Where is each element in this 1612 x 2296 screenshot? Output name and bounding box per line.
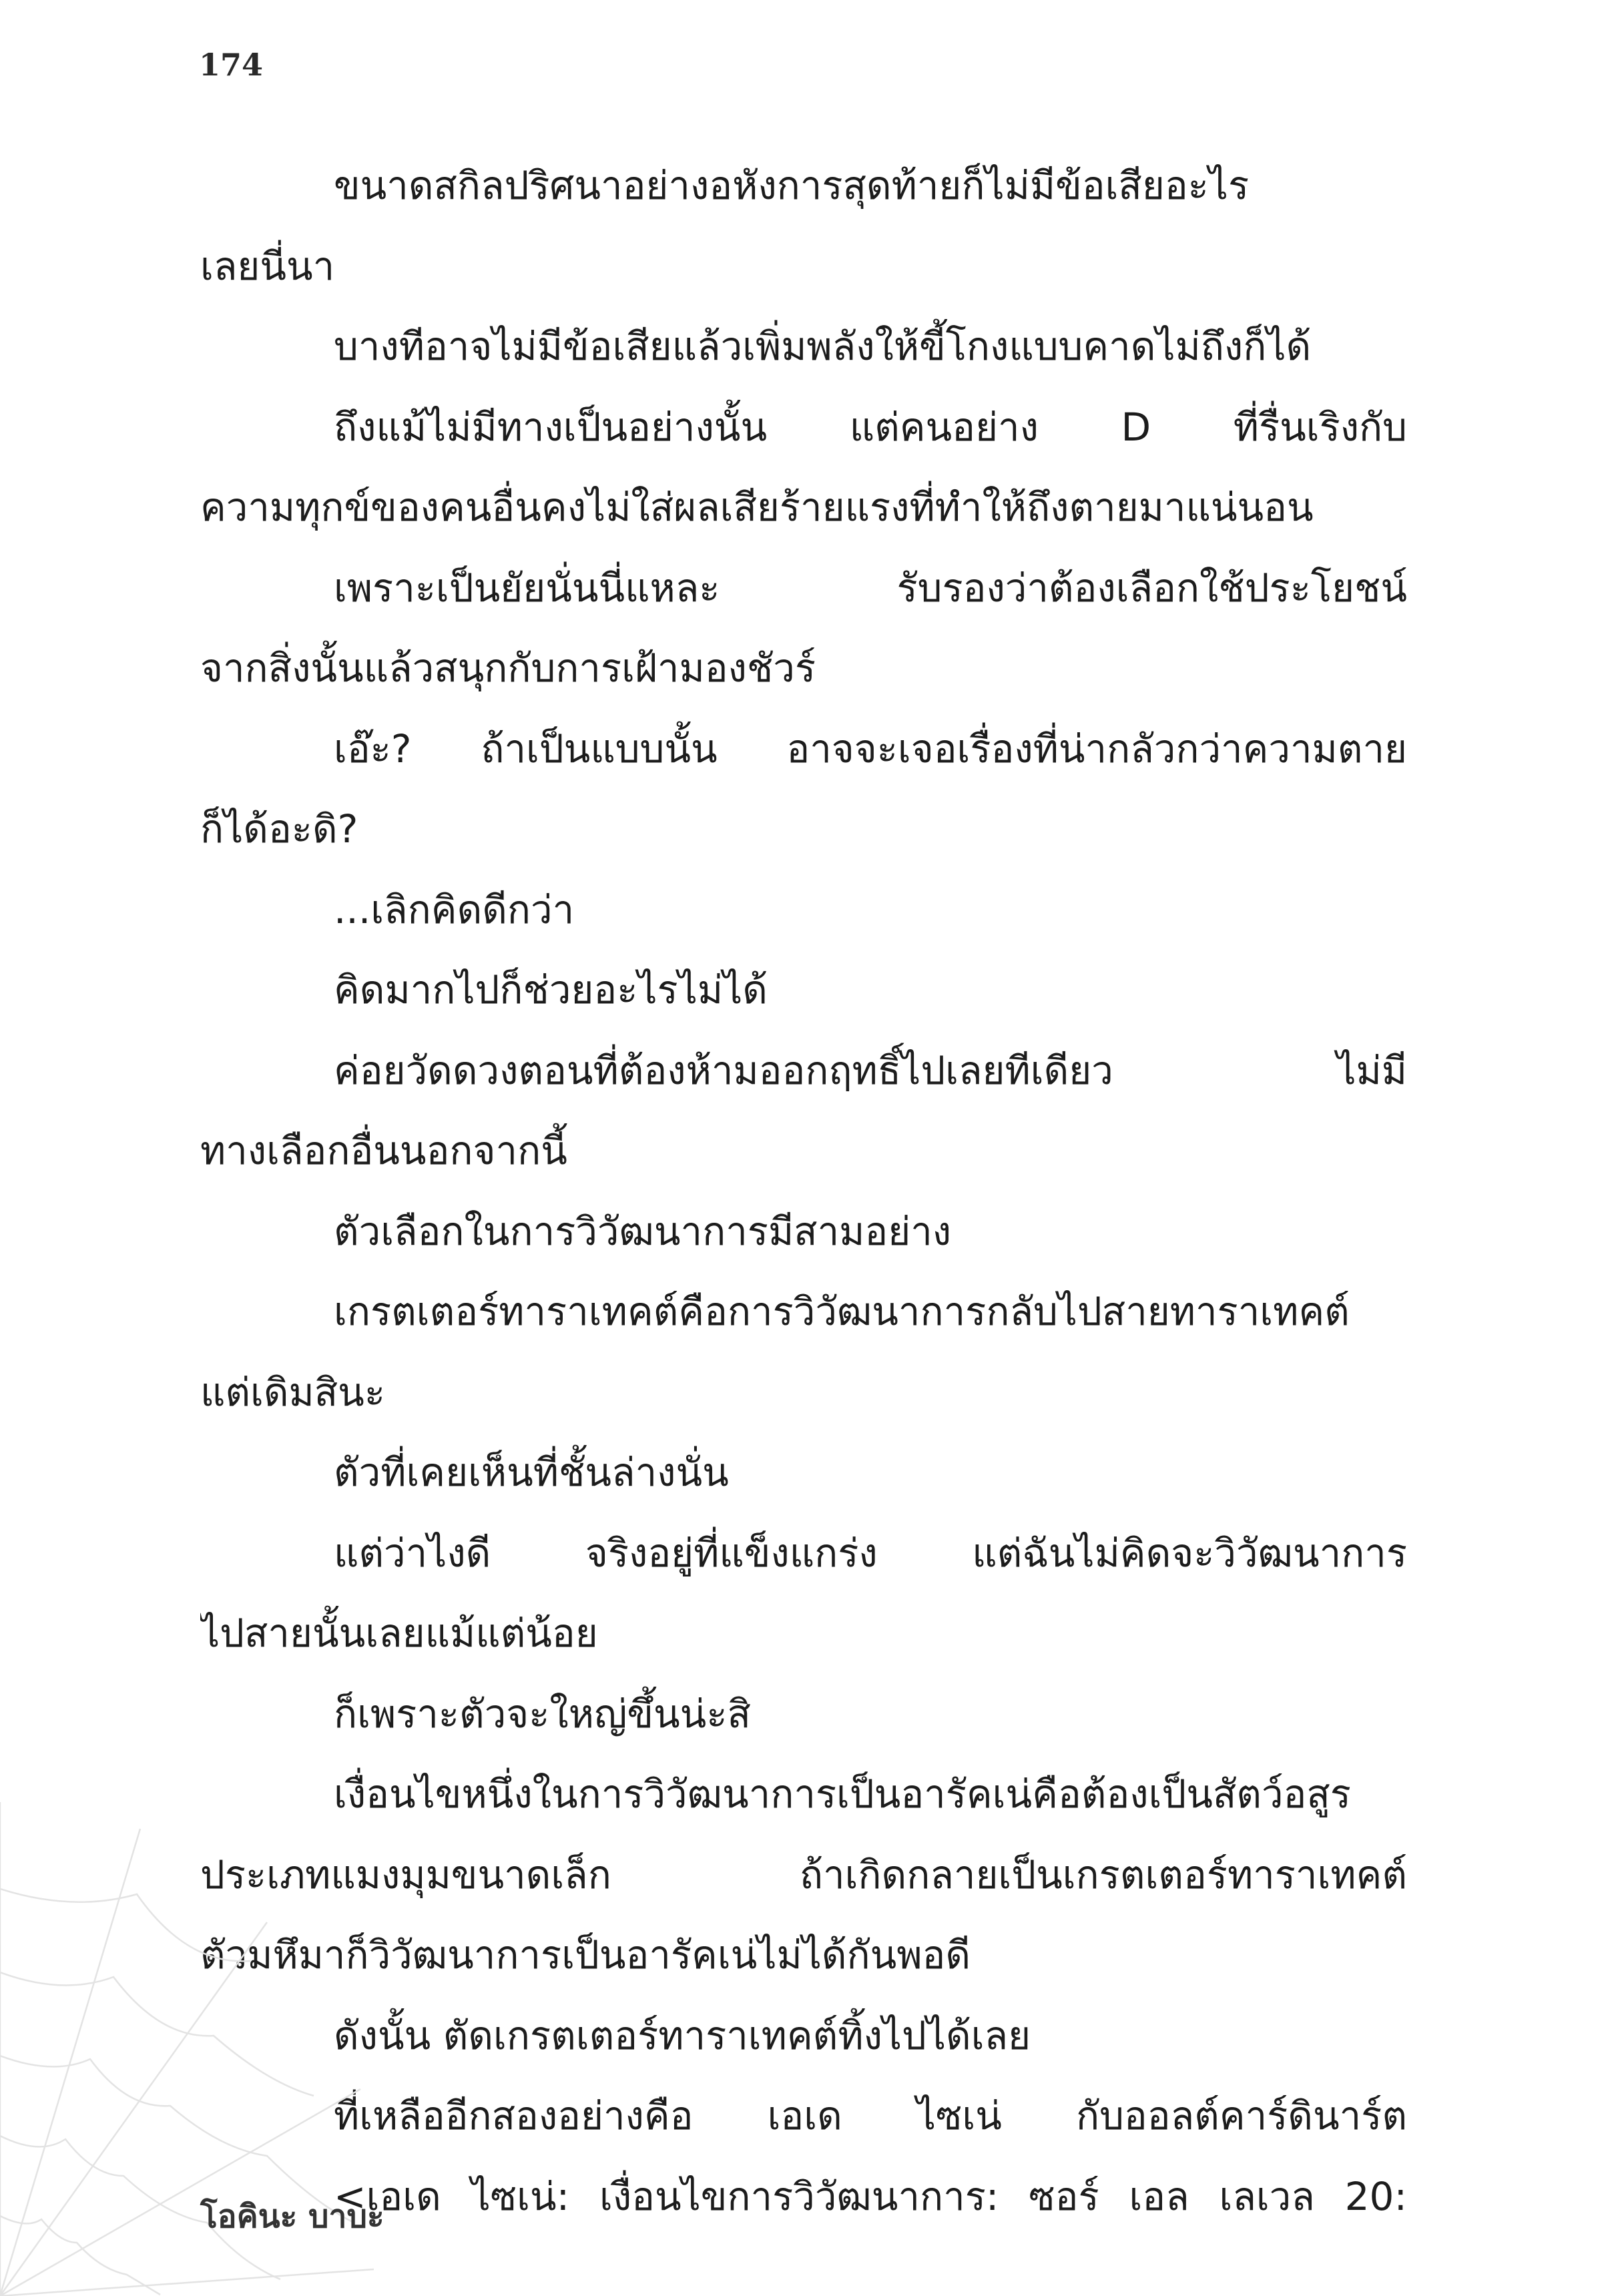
text-line: ไปสายนั้นเลยแม้แต่น้อย (200, 1611, 598, 1656)
text-line: เกรตเตอร์ทาราเทคต์คือการวิวัฒนาการกลับไปสายทาราเทคต์ (334, 1289, 1350, 1334)
text-line: ตัวมหึมาก็วิวัฒนาการเป็นอารัคเน่ไม่ได้กันพอดี (200, 1932, 971, 1978)
text-line: ตัวที่เคยเห็นที่ชั้นล่างนั่น (334, 1450, 729, 1495)
text-line: แต่ว่าไงดี จริงอยู่ที่แข็งแกร่ง แต่ฉันไม่คิดจะวิวัฒนาการ (334, 1530, 1407, 1576)
footer-author-name: โอคินะ บาบะ (200, 2198, 384, 2235)
text-line: ทางเลือกอื่นนอกจากนี้ (200, 1128, 567, 1173)
text-line: คิดมากไปก็ช่วยอะไรไม่ได้ (334, 967, 768, 1013)
text-line: ประเภทแมงมุมขนาดเล็ก ถ้าเกิดกลายเป็นเกรตเตอร์ทาราเทคต์ (200, 1851, 1407, 1898)
text-line: ที่เหลืออีกสองอย่างคือ เอเด ไซเน่ กับออลต์คาร์ดินาร์ต (334, 2093, 1407, 2138)
text-line: จากสิ่งนั้นแล้วสนุกกับการเฝ้ามองชัวร์ (200, 645, 816, 691)
text-line: ตัวเลือกในการวิวัฒนาการมีสามอย่าง (334, 1208, 952, 1254)
text-line: ความทุกข์ของคนอื่นคงไม่ใส่ผลเสียร้ายแรงที่ทำให้ถึงตายมาแน่นอน (200, 485, 1314, 530)
text-line: แต่เดิมสินะ (200, 1369, 385, 1415)
text-line: เอ๊ะ? ถ้าเป็นแบบนั้น อาจจะเจอเรื่องที่น่ากลัวกว่าความตาย (334, 726, 1407, 772)
text-line: ...เลิกคิดดีกว่า (334, 886, 575, 932)
text-line: เลยนี่นา (200, 243, 335, 289)
text-line: ก็เพราะตัวจะใหญ่ขึ้นน่ะสิ (334, 1691, 751, 1737)
text-line: <เอเด ไซเน่: เงื่อนไขการวิวัฒนาการ: ซอร์ เอล เลเวล 20: (334, 2173, 1407, 2219)
text-line: ดังนั้น ตัดเกรตเตอร์ทาราเทคต์ทิ้งไปได้เลย (334, 2012, 1031, 2058)
text-line: บางทีอาจไม่มีข้อเสียแล้วเพิ่มพลังให้ขี้โกงแบบคาดไม่ถึงก็ได้ (334, 324, 1312, 369)
body-text (200, 146, 1407, 2237)
text-line: ขนาดสกิลปริศนาอย่างอหังการสุดท้ายก็ไม่มีข้อเสียอะไร (334, 163, 1250, 208)
text-line: ก็ได้อะดิ? (200, 806, 358, 852)
text-line: เพราะเป็นยัยนั่นนี่แหละ รับรองว่าต้องเลือกใช้ประโยชน์ (334, 565, 1407, 611)
text-line: ถึงแม้ไม่มีทางเป็นอย่างนั้น แต่คนอย่าง D ที่รื่นเริงกับ (334, 404, 1407, 450)
text-line: ค่อยวัดดวงตอนที่ต้องห้ามออกฤทธิ์ไปเลยทีเดียว ไม่มี (334, 1047, 1407, 1093)
text-line: เงื่อนไขหนึ่งในการวิวัฒนาการเป็นอารัคเน่คือต้องเป็นสัตว์อสูร (334, 1771, 1351, 1817)
page-number: 174 (199, 47, 264, 83)
